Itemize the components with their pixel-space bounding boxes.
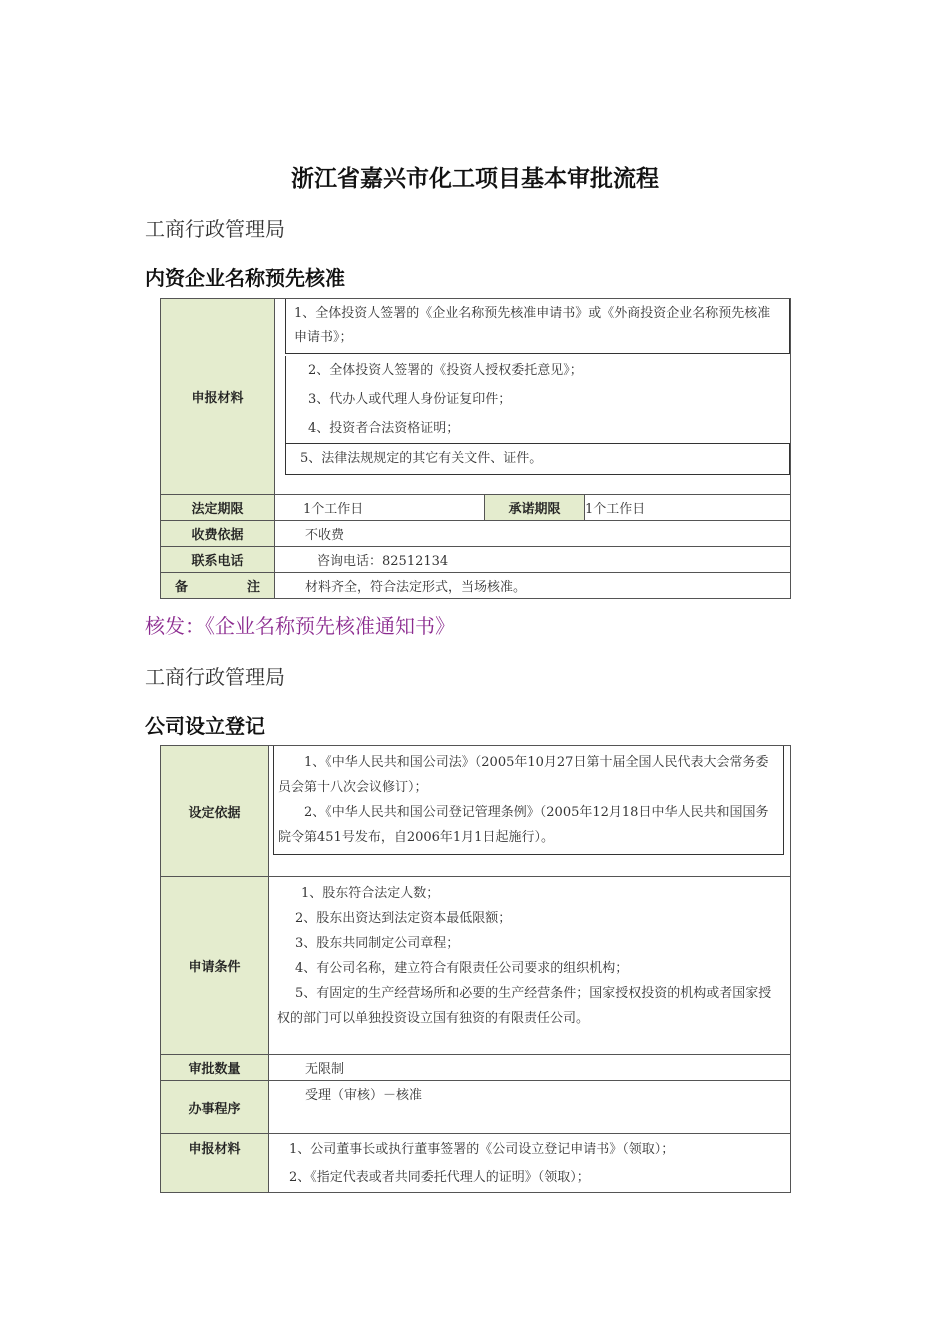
remark-label-char: 注 (246, 580, 260, 595)
conditions-cell (269, 877, 791, 1055)
basis-label: 设定依据 (161, 746, 269, 877)
material-item: 2、全体投资人签署的《投资人授权委托意见》； (285, 356, 790, 385)
condition-item: 4、有公司名称，建立符合有限责任公司要求的组织机构； (295, 961, 629, 976)
condition-item: 2、股东出资达到法定资本最低限额； (295, 911, 512, 926)
procedure-label: 办事程序 (161, 1081, 269, 1134)
quantity-label: 审批数量 (161, 1055, 269, 1081)
phone-label: 联系电话 (161, 547, 275, 573)
material-item: 2、《指定代表或者共同委托代理人的证明》（领取）； (289, 1170, 590, 1185)
bureau-name-2: 工商行政管理局 (145, 665, 285, 689)
basis-cell (269, 746, 791, 877)
legal-period-value: 1个工作日 (275, 495, 485, 521)
materials-label-2: 申报材料 (161, 1134, 269, 1193)
company-registration-table (160, 745, 791, 1193)
remark-label-char: 备 (175, 580, 189, 595)
materials-cell-2 (269, 1134, 791, 1193)
name-approval-table (160, 298, 791, 599)
condition-item: 3、股东共同制定公司章程； (295, 936, 460, 951)
materials-label: 申报材料 (161, 299, 275, 495)
material-item: 5、法律法规规定的其它有关文件、证件。 (285, 443, 790, 475)
condition-item: 5、有固定的生产经营场所和必要的生产经营条件；国家授权投资的机构或者国家授权的部门可以单独投资设立国有独资的有限责任公司。 (277, 986, 772, 1026)
remark-label (161, 573, 275, 599)
fee-label: 收费依据 (161, 521, 275, 547)
legal-period-label: 法定期限 (161, 495, 275, 521)
material-item: 3、代办人或代理人身份证复印件； (285, 385, 790, 414)
section-title-company-registration: 公司设立登记 (145, 714, 265, 738)
bureau-name-1: 工商行政管理局 (145, 217, 285, 241)
materials-cell (275, 299, 791, 495)
basis-item: 2、《中华人民共和国公司登记管理条例》（2005年12月18日中华人民共和国国务院令第451号发布，自2006年1月1日起施行）。 (278, 805, 769, 845)
phone-value: 咨询电话：82512134 (275, 547, 791, 573)
material-item: 1、公司董事长或执行董事签署的《公司设立登记申请书》（领取）； (289, 1142, 675, 1157)
quantity-value: 无限制 (269, 1055, 791, 1081)
remark-value: 材料齐全，符合法定形式，当场核准。 (275, 573, 791, 599)
material-item: 4、投资者合法资格证明； (285, 414, 790, 443)
promise-period-label: 承诺期限 (485, 495, 585, 521)
document-title: 浙江省嘉兴市化工项目基本审批流程 (291, 166, 659, 192)
fee-value: 不收费 (275, 521, 791, 547)
issued-document: 核发：《企业名称预先核准通知书》 (145, 614, 455, 638)
basis-item: 1、《中华人民共和国公司法》（2005年10月27日第十届全国人民代表大会常务委员会第十八次会议修订）； (278, 755, 769, 795)
material-item: 1、全体投资人签署的《企业名称预先核准申请书》或《外商投资企业名称预先核准申请书》； (285, 299, 790, 354)
promise-period-value: 1个工作日 (585, 495, 791, 521)
procedure-value: 受理（审核）－核准 (269, 1081, 791, 1134)
section-title-name-approval: 内资企业名称预先核准 (145, 266, 345, 290)
condition-item: 1、股东符合法定人数； (301, 886, 440, 901)
conditions-label: 申请条件 (161, 877, 269, 1055)
